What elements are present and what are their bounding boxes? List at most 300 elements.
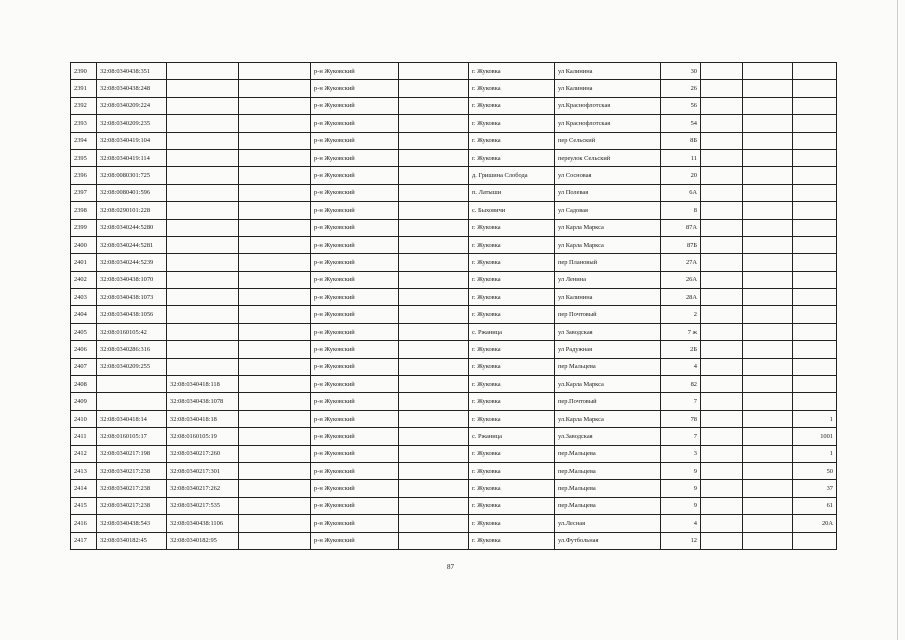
table-cell <box>167 63 239 80</box>
table-cell <box>239 184 311 201</box>
table-cell <box>793 184 837 201</box>
table-cell <box>701 497 743 514</box>
table-row <box>71 289 837 306</box>
registry-table-body <box>71 63 837 550</box>
table-cell <box>701 515 743 532</box>
table-cell: р-н Жуковский <box>311 410 399 427</box>
table-cell <box>701 236 743 253</box>
table-cell: 32:08:0340438:1078 <box>167 393 239 410</box>
table-row <box>71 80 837 97</box>
table-cell <box>793 376 837 393</box>
table-cell <box>167 202 239 219</box>
table-cell <box>743 271 793 288</box>
table-cell <box>743 462 793 479</box>
table-cell: р-н Жуковский <box>311 428 399 445</box>
table-cell: р-н Жуковский <box>311 219 399 236</box>
table-cell <box>701 115 743 132</box>
table-cell: 20А <box>793 515 837 532</box>
table-cell: 32:08:0340419:114 <box>97 149 167 166</box>
table-cell <box>239 410 311 427</box>
table-cell <box>167 80 239 97</box>
table-cell <box>239 219 311 236</box>
table-cell <box>793 393 837 410</box>
table-cell: 32:08:0340217:238 <box>97 462 167 479</box>
table-cell: ул.Краснофлотская <box>555 97 661 114</box>
table-cell: 26 <box>661 80 701 97</box>
table-cell: ул.Заводская <box>555 428 661 445</box>
table-cell <box>239 149 311 166</box>
table-cell <box>701 254 743 271</box>
table-cell: г. Жуковка <box>469 219 555 236</box>
table-cell <box>701 393 743 410</box>
table-cell: ул.Футбольная <box>555 532 661 549</box>
table-cell: пер.Мальцева <box>555 497 661 514</box>
table-cell <box>167 184 239 201</box>
table-cell <box>743 358 793 375</box>
table-cell: пер.Мальцева <box>555 445 661 462</box>
table-cell: ул Карла Маркса <box>555 236 661 253</box>
table-cell <box>793 323 837 340</box>
table-cell: 6А <box>661 184 701 201</box>
table-cell: г. Жуковка <box>469 515 555 532</box>
table-cell: 32:08:0340209:235 <box>97 115 167 132</box>
table-cell <box>399 80 469 97</box>
table-cell <box>701 167 743 184</box>
table-cell: 9 <box>661 462 701 479</box>
table-cell <box>239 323 311 340</box>
table-cell: 32:08:0340286:316 <box>97 341 167 358</box>
table-cell <box>701 63 743 80</box>
table-cell <box>793 219 837 236</box>
table-cell: р-н Жуковский <box>311 289 399 306</box>
table-cell: пер Сельский <box>555 132 661 149</box>
table-cell: 32:08:0340438:1106 <box>167 515 239 532</box>
table-cell <box>743 289 793 306</box>
table-cell: 32:08:0080401:596 <box>97 184 167 201</box>
table-cell <box>793 236 837 253</box>
table-cell: 56 <box>661 97 701 114</box>
table-cell: с. Ржаница <box>469 428 555 445</box>
table-cell: 54 <box>661 115 701 132</box>
table-cell <box>167 323 239 340</box>
table-cell <box>167 236 239 253</box>
table-cell: 4 <box>661 358 701 375</box>
table-cell: 2409 <box>71 393 97 410</box>
table-cell: пер Почтовый <box>555 306 661 323</box>
table-cell: пер.Почтовый <box>555 393 661 410</box>
table-row <box>71 480 837 497</box>
table-cell: пер.Мальцева <box>555 480 661 497</box>
table-cell <box>701 306 743 323</box>
table-cell <box>793 80 837 97</box>
table-cell: р-н Жуковский <box>311 149 399 166</box>
table-cell <box>167 97 239 114</box>
table-cell: г. Жуковка <box>469 445 555 462</box>
table-cell: 2393 <box>71 115 97 132</box>
table-cell: 32:08:0160105:17 <box>97 428 167 445</box>
table-cell <box>701 532 743 549</box>
table-row <box>71 532 837 549</box>
table-cell <box>239 236 311 253</box>
table-cell: 32:08:0340438:248 <box>97 80 167 97</box>
table-cell: р-н Жуковский <box>311 358 399 375</box>
table-cell: г. Жуковка <box>469 254 555 271</box>
table-cell <box>239 341 311 358</box>
table-cell <box>239 271 311 288</box>
table-cell <box>399 428 469 445</box>
table-cell: 32:08:0340217:535 <box>167 497 239 514</box>
table-cell: 2407 <box>71 358 97 375</box>
table-cell: р-н Жуковский <box>311 480 399 497</box>
table-cell <box>167 341 239 358</box>
table-row <box>71 462 837 479</box>
table-cell <box>97 376 167 393</box>
table-cell <box>399 306 469 323</box>
table-cell: 3 <box>661 445 701 462</box>
table-cell <box>743 236 793 253</box>
table-cell: 61 <box>793 497 837 514</box>
table-cell: г. Жуковка <box>469 271 555 288</box>
table-cell <box>701 80 743 97</box>
table-cell <box>793 149 837 166</box>
table-row <box>71 341 837 358</box>
table-cell: 1001 <box>793 428 837 445</box>
table-cell <box>399 358 469 375</box>
table-cell <box>239 202 311 219</box>
table-cell: ул Полевая <box>555 184 661 201</box>
table-cell: 32:08:0340244:5281 <box>97 236 167 253</box>
table-cell <box>239 480 311 497</box>
table-cell <box>239 97 311 114</box>
table-cell: 32:08:0340217:262 <box>167 480 239 497</box>
table-cell: 32:08:0340244:5280 <box>97 219 167 236</box>
table-cell: 32:08:0340217:301 <box>167 462 239 479</box>
table-row <box>71 184 837 201</box>
table-cell <box>793 63 837 80</box>
table-row <box>71 202 837 219</box>
table-cell <box>399 254 469 271</box>
table-cell: р-н Жуковский <box>311 376 399 393</box>
table-cell <box>793 115 837 132</box>
table-cell <box>743 306 793 323</box>
table-cell <box>701 202 743 219</box>
table-cell: 2400 <box>71 236 97 253</box>
table-cell: 7 <box>661 393 701 410</box>
table-cell <box>399 445 469 462</box>
table-cell: 2 <box>661 306 701 323</box>
table-cell <box>793 202 837 219</box>
table-cell <box>743 63 793 80</box>
table-cell: 32:08:0340217:198 <box>97 445 167 462</box>
table-cell: 32:08:0340418:18 <box>167 410 239 427</box>
table-cell: 87А <box>661 219 701 236</box>
table-cell: г. Жуковка <box>469 289 555 306</box>
table-row <box>71 219 837 236</box>
table-cell: 7 <box>661 428 701 445</box>
table-row <box>71 254 837 271</box>
table-cell: 2394 <box>71 132 97 149</box>
table-cell: ул Ленина <box>555 271 661 288</box>
table-cell <box>793 306 837 323</box>
table-cell: р-н Жуковский <box>311 515 399 532</box>
table-cell <box>399 289 469 306</box>
table-cell: 2391 <box>71 80 97 97</box>
table-cell: ул Калинина <box>555 289 661 306</box>
table-cell: 82 <box>661 376 701 393</box>
table-cell: 8Б <box>661 132 701 149</box>
table-cell <box>167 358 239 375</box>
table-cell: 2410 <box>71 410 97 427</box>
table-cell <box>399 462 469 479</box>
table-cell: г. Жуковка <box>469 376 555 393</box>
table-cell: 32:08:0340438:543 <box>97 515 167 532</box>
table-cell <box>239 515 311 532</box>
table-cell: 2415 <box>71 497 97 514</box>
table-cell <box>399 341 469 358</box>
table-cell: г. Жуковка <box>469 341 555 358</box>
table-cell <box>701 480 743 497</box>
table-cell: 2395 <box>71 149 97 166</box>
table-cell: г. Жуковка <box>469 393 555 410</box>
table-cell <box>743 115 793 132</box>
table-cell: 2412 <box>71 445 97 462</box>
table-cell: р-н Жуковский <box>311 341 399 358</box>
table-cell: 32:08:0340209:255 <box>97 358 167 375</box>
table-cell: ул Садовая <box>555 202 661 219</box>
table-cell: ул Сосновая <box>555 167 661 184</box>
table-cell: 2406 <box>71 341 97 358</box>
table-cell: ул.Лесная <box>555 515 661 532</box>
table-cell: г. Жуковка <box>469 306 555 323</box>
table-cell: 1 <box>793 410 837 427</box>
table-cell: 20 <box>661 167 701 184</box>
table-cell <box>167 289 239 306</box>
table-cell: г. Жуковка <box>469 497 555 514</box>
table-cell: 2414 <box>71 480 97 497</box>
table-cell <box>399 132 469 149</box>
table-cell: 32:08:0340217:260 <box>167 445 239 462</box>
table-row <box>71 306 837 323</box>
table-cell <box>167 254 239 271</box>
table-cell: р-н Жуковский <box>311 115 399 132</box>
table-cell <box>399 63 469 80</box>
table-cell: р-н Жуковский <box>311 532 399 549</box>
table-cell <box>701 341 743 358</box>
table-cell <box>701 358 743 375</box>
table-cell <box>399 184 469 201</box>
table-row <box>71 63 837 80</box>
table-row <box>71 410 837 427</box>
table-cell <box>743 97 793 114</box>
table-cell: г. Жуковка <box>469 149 555 166</box>
table-row <box>71 271 837 288</box>
table-cell: р-н Жуковский <box>311 306 399 323</box>
table-cell <box>239 462 311 479</box>
table-cell: г. Жуковка <box>469 115 555 132</box>
table-cell: 32:08:0340419:104 <box>97 132 167 149</box>
table-cell <box>793 132 837 149</box>
table-cell: 1 <box>793 445 837 462</box>
table-cell <box>743 184 793 201</box>
table-cell <box>399 149 469 166</box>
table-cell: 78 <box>661 410 701 427</box>
table-cell <box>239 358 311 375</box>
table-row <box>71 428 837 445</box>
table-cell <box>239 532 311 549</box>
table-cell: 4 <box>661 515 701 532</box>
table-cell <box>399 410 469 427</box>
table-cell: 2392 <box>71 97 97 114</box>
table-cell <box>399 271 469 288</box>
table-cell <box>239 80 311 97</box>
table-cell: р-н Жуковский <box>311 393 399 410</box>
table-cell <box>239 376 311 393</box>
table-cell: 2411 <box>71 428 97 445</box>
table-cell <box>701 219 743 236</box>
table-cell: ул Краснофлотская <box>555 115 661 132</box>
table-cell: г. Жуковка <box>469 358 555 375</box>
table-cell <box>239 254 311 271</box>
table-row <box>71 236 837 253</box>
table-cell <box>399 219 469 236</box>
table-cell: 32:08:0160105:42 <box>97 323 167 340</box>
table-cell <box>701 410 743 427</box>
table-cell: 32:08:0340418:14 <box>97 410 167 427</box>
table-cell: 8 <box>661 202 701 219</box>
table-cell <box>793 167 837 184</box>
table-cell <box>743 480 793 497</box>
table-cell <box>793 254 837 271</box>
table-cell: р-н Жуковский <box>311 132 399 149</box>
table-cell: р-н Жуковский <box>311 167 399 184</box>
table-cell: р-н Жуковский <box>311 323 399 340</box>
table-cell <box>167 149 239 166</box>
table-cell: 2402 <box>71 271 97 288</box>
table-cell <box>167 115 239 132</box>
table-cell <box>793 532 837 549</box>
scan-edge-line <box>897 0 898 640</box>
table-cell: р-н Жуковский <box>311 236 399 253</box>
table-cell <box>743 254 793 271</box>
table-cell: 87Б <box>661 236 701 253</box>
table-cell: 2404 <box>71 306 97 323</box>
table-cell <box>701 376 743 393</box>
table-row <box>71 167 837 184</box>
table-cell: 7 ж <box>661 323 701 340</box>
table-cell: 32:08:0340418:118 <box>167 376 239 393</box>
table-cell: 32:08:0340217:238 <box>97 497 167 514</box>
table-cell <box>701 462 743 479</box>
table-cell: г. Жуковка <box>469 63 555 80</box>
table-cell <box>701 271 743 288</box>
table-cell: р-н Жуковский <box>311 254 399 271</box>
table-cell: 2Б <box>661 341 701 358</box>
table-cell: 32:08:0340217:238 <box>97 480 167 497</box>
table-cell: с. Быховичи <box>469 202 555 219</box>
table-cell: ул.Карла Маркса <box>555 376 661 393</box>
table-cell <box>743 149 793 166</box>
table-cell <box>239 289 311 306</box>
table-cell: г. Жуковка <box>469 236 555 253</box>
table-cell <box>167 271 239 288</box>
table-cell <box>167 167 239 184</box>
registry-table <box>70 62 837 550</box>
table-cell <box>239 306 311 323</box>
table-cell: ул Карла Маркса <box>555 219 661 236</box>
table-cell: с. Ржаница <box>469 323 555 340</box>
table-cell: 2405 <box>71 323 97 340</box>
page-number: 87 <box>447 563 454 571</box>
table-cell <box>743 393 793 410</box>
table-cell <box>701 132 743 149</box>
table-cell: г. Жуковка <box>469 80 555 97</box>
table-cell: 32:08:0340438:1073 <box>97 289 167 306</box>
table-cell <box>793 271 837 288</box>
table-cell: р-н Жуковский <box>311 445 399 462</box>
table-cell: 32:08:0290101:228 <box>97 202 167 219</box>
table-cell <box>239 393 311 410</box>
table-cell: 26А <box>661 271 701 288</box>
table-cell <box>743 515 793 532</box>
table-cell <box>701 289 743 306</box>
table-cell: 32:08:0340209:224 <box>97 97 167 114</box>
table-cell: 9 <box>661 497 701 514</box>
table-cell <box>399 497 469 514</box>
table-cell: п. Латыши <box>469 184 555 201</box>
table-cell <box>743 132 793 149</box>
table-cell <box>239 428 311 445</box>
table-row <box>71 97 837 114</box>
table-cell: р-н Жуковский <box>311 184 399 201</box>
table-cell <box>97 393 167 410</box>
table-cell <box>399 532 469 549</box>
table-cell: переулок Сельский <box>555 149 661 166</box>
table-row <box>71 149 837 166</box>
table-cell: 2413 <box>71 462 97 479</box>
table-cell: 32:08:0340438:1070 <box>97 271 167 288</box>
table-cell <box>743 497 793 514</box>
table-cell: пер Мальцева <box>555 358 661 375</box>
table-cell <box>167 132 239 149</box>
table-cell: 37 <box>793 480 837 497</box>
table-cell: р-н Жуковский <box>311 202 399 219</box>
table-cell <box>399 236 469 253</box>
table-cell <box>399 376 469 393</box>
table-cell <box>743 428 793 445</box>
table-cell <box>743 167 793 184</box>
table-cell <box>793 341 837 358</box>
table-cell: 2390 <box>71 63 97 80</box>
table-cell: пер.Мальцева <box>555 462 661 479</box>
table-cell: 27А <box>661 254 701 271</box>
table-cell: 2397 <box>71 184 97 201</box>
table-cell: 32:08:0160105:19 <box>167 428 239 445</box>
table-row <box>71 376 837 393</box>
table-cell: д. Гришина Слобода <box>469 167 555 184</box>
table-cell <box>701 428 743 445</box>
table-cell: 30 <box>661 63 701 80</box>
table-cell <box>399 393 469 410</box>
table-cell <box>239 115 311 132</box>
table-cell: р-н Жуковский <box>311 63 399 80</box>
table-cell: г. Жуковка <box>469 97 555 114</box>
table-cell <box>399 202 469 219</box>
table-cell <box>701 97 743 114</box>
table-cell: 2398 <box>71 202 97 219</box>
table-cell: 32:08:0340244:5239 <box>97 254 167 271</box>
table-cell <box>701 323 743 340</box>
table-cell: 2401 <box>71 254 97 271</box>
